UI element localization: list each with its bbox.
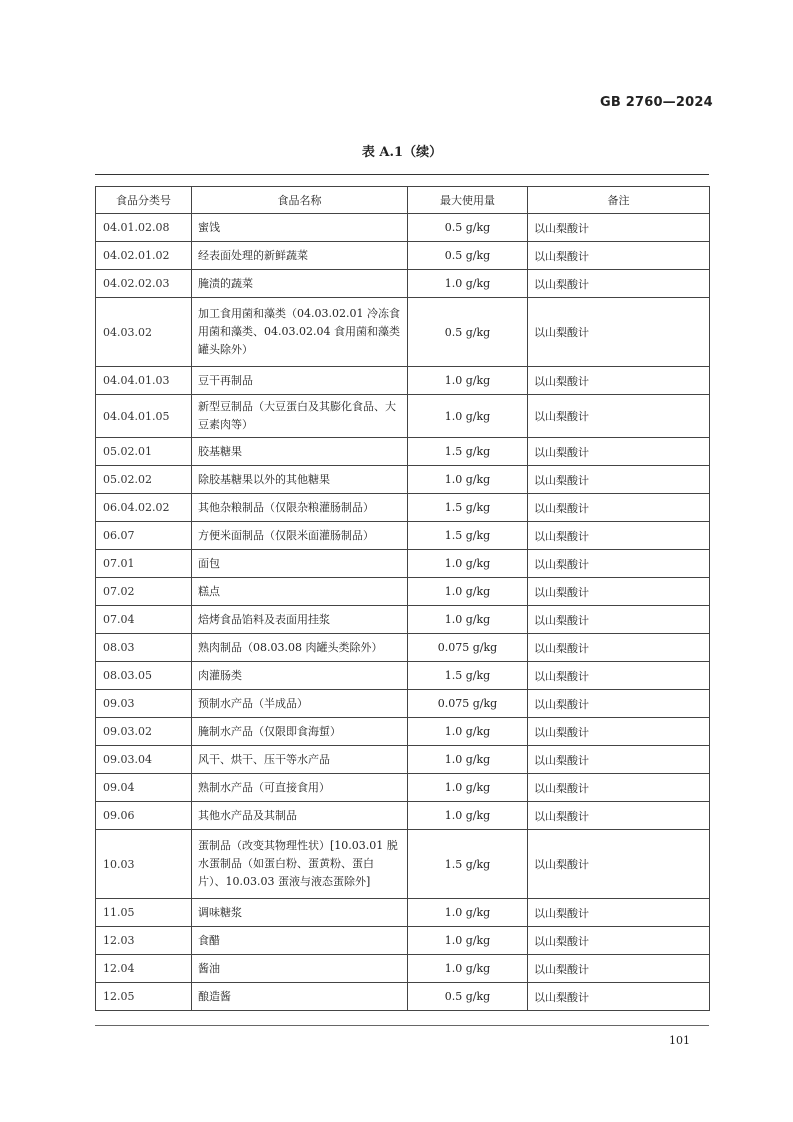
table-row: [96, 550, 710, 578]
food-category-code: 04.01.02.08: [96, 214, 192, 242]
food-name: 食醋: [192, 927, 408, 955]
food-name: 其他杂粮制品（仅限杂粮灌肠制品）: [192, 494, 408, 522]
max-usage: 1.0 g/kg: [408, 578, 528, 606]
remark: 以山梨酸计: [528, 774, 710, 802]
bottom-rule: [95, 1025, 709, 1026]
table-caption: 表 A.1（续）: [361, 145, 443, 160]
table-row: [96, 395, 710, 438]
table-row: [96, 298, 710, 367]
remark: 以山梨酸计: [528, 395, 710, 438]
remark: 以山梨酸计: [528, 522, 710, 550]
remark: 以山梨酸计: [528, 955, 710, 983]
food-name: 豆干再制品: [192, 367, 408, 395]
column-header-name: 食品名称: [192, 187, 408, 214]
max-usage: 1.5 g/kg: [408, 522, 528, 550]
food-name: 蜜饯: [192, 214, 408, 242]
food-category-code: 04.02.01.02: [96, 242, 192, 270]
remark: 以山梨酸计: [528, 214, 710, 242]
remark: 以山梨酸计: [528, 899, 710, 927]
remark: 以山梨酸计: [528, 718, 710, 746]
food-name: 糕点: [192, 578, 408, 606]
max-usage: 0.5 g/kg: [408, 298, 528, 367]
table-row: [96, 927, 710, 955]
max-usage: 1.0 g/kg: [408, 955, 528, 983]
table-row: [96, 802, 710, 830]
column-header-note: 备注: [528, 187, 710, 214]
table-row: [96, 634, 710, 662]
food-category-code: 09.03: [96, 690, 192, 718]
max-usage: 0.5 g/kg: [408, 242, 528, 270]
max-usage: 1.0 g/kg: [408, 927, 528, 955]
max-usage: 1.5 g/kg: [408, 662, 528, 690]
food-category-code: 07.02: [96, 578, 192, 606]
food-category-code: 06.04.02.02: [96, 494, 192, 522]
table-row: [96, 746, 710, 774]
table-row: [96, 270, 710, 298]
table-row: [96, 690, 710, 718]
table-header-row: [96, 187, 710, 214]
food-category-code: 05.02.01: [96, 438, 192, 466]
food-category-code: 09.03.04: [96, 746, 192, 774]
max-usage: 0.5 g/kg: [408, 983, 528, 1011]
remark: 以山梨酸计: [528, 578, 710, 606]
table-row: [96, 494, 710, 522]
table-row: [96, 242, 710, 270]
food-name: 预制水产品（半成品）: [192, 690, 408, 718]
remark: 以山梨酸计: [528, 438, 710, 466]
food-name: 酱油: [192, 955, 408, 983]
remark: 以山梨酸计: [528, 830, 710, 899]
remark: 以山梨酸计: [528, 662, 710, 690]
food-name: 熟肉制品（08.03.08 肉罐头类除外）: [192, 634, 408, 662]
food-category-code: 04.04.01.03: [96, 367, 192, 395]
remark: 以山梨酸计: [528, 983, 710, 1011]
food-category-code: 09.06: [96, 802, 192, 830]
food-category-code: 09.03.02: [96, 718, 192, 746]
table-row: [96, 830, 710, 899]
food-name: 风干、烘干、压干等水产品: [192, 746, 408, 774]
max-usage: 1.0 g/kg: [408, 774, 528, 802]
food-name: 腌渍的蔬菜: [192, 270, 408, 298]
remark: 以山梨酸计: [528, 606, 710, 634]
max-usage: 1.0 g/kg: [408, 606, 528, 634]
food-name: 胶基糖果: [192, 438, 408, 466]
food-name: 面包: [192, 550, 408, 578]
food-category-code: 12.04: [96, 955, 192, 983]
max-usage: 1.0 g/kg: [408, 367, 528, 395]
max-usage: 1.5 g/kg: [408, 830, 528, 899]
food-category-code: 04.03.02: [96, 298, 192, 367]
remark: 以山梨酸计: [528, 550, 710, 578]
food-name: 调味糖浆: [192, 899, 408, 927]
food-category-code: 10.03: [96, 830, 192, 899]
food-name: 其他水产品及其制品: [192, 802, 408, 830]
column-header-amount: 最大使用量: [408, 187, 528, 214]
food-category-code: 12.03: [96, 927, 192, 955]
top-rule: [95, 174, 709, 175]
max-usage: 1.5 g/kg: [408, 494, 528, 522]
column-header-code: 食品分类号: [96, 187, 192, 214]
table-row: [96, 983, 710, 1011]
food-additive-table: [95, 186, 710, 1011]
max-usage: 1.5 g/kg: [408, 438, 528, 466]
remark: 以山梨酸计: [528, 298, 710, 367]
food-category-code: 11.05: [96, 899, 192, 927]
food-name: 焙烤食品馅料及表面用挂浆: [192, 606, 408, 634]
remark: 以山梨酸计: [528, 746, 710, 774]
food-category-code: 12.05: [96, 983, 192, 1011]
table-row: [96, 955, 710, 983]
remark: 以山梨酸计: [528, 270, 710, 298]
food-category-code: 04.04.01.05: [96, 395, 192, 438]
food-name: 腌制水产品（仅限即食海蜇）: [192, 718, 408, 746]
max-usage: 0.075 g/kg: [408, 634, 528, 662]
max-usage: 1.0 g/kg: [408, 466, 528, 494]
max-usage: 1.0 g/kg: [408, 802, 528, 830]
food-name: 酿造酱: [192, 983, 408, 1011]
food-name: 经表面处理的新鲜蔬菜: [192, 242, 408, 270]
table-row: [96, 774, 710, 802]
food-name: 蛋制品（改变其物理性状）[10.03.01 脱水蛋制品（如蛋白粉、蛋黄粉、蛋白片）、10.03.03 蛋液与液态蛋除外]: [192, 830, 408, 899]
table-row: [96, 606, 710, 634]
food-category-code: 05.02.02: [96, 466, 192, 494]
page-number: 101: [669, 1034, 690, 1047]
max-usage: 1.0 g/kg: [408, 746, 528, 774]
table-row: [96, 662, 710, 690]
food-category-code: 07.04: [96, 606, 192, 634]
max-usage: 1.0 g/kg: [408, 270, 528, 298]
remark: 以山梨酸计: [528, 690, 710, 718]
food-category-code: 04.02.02.03: [96, 270, 192, 298]
food-name: 加工食用菌和藻类（04.03.02.01 冷冻食用菌和藻类、04.03.02.04 食用菌和藻类罐头除外）: [192, 298, 408, 367]
max-usage: 0.075 g/kg: [408, 690, 528, 718]
remark: 以山梨酸计: [528, 367, 710, 395]
table-row: [96, 522, 710, 550]
remark: 以山梨酸计: [528, 927, 710, 955]
table-row: [96, 367, 710, 395]
remark: 以山梨酸计: [528, 242, 710, 270]
food-category-code: 07.01: [96, 550, 192, 578]
food-name: 方便米面制品（仅限米面灌肠制品）: [192, 522, 408, 550]
table-row: [96, 466, 710, 494]
remark: 以山梨酸计: [528, 466, 710, 494]
food-name: 新型豆制品（大豆蛋白及其膨化食品、大豆素肉等）: [192, 395, 408, 438]
food-name: 除胶基糖果以外的其他糖果: [192, 466, 408, 494]
table-row: [96, 578, 710, 606]
document-code: GB 2760—2024: [600, 95, 713, 110]
table-row: [96, 438, 710, 466]
table-row: [96, 899, 710, 927]
remark: 以山梨酸计: [528, 634, 710, 662]
max-usage: 1.0 g/kg: [408, 550, 528, 578]
max-usage: 0.5 g/kg: [408, 214, 528, 242]
food-category-code: 09.04: [96, 774, 192, 802]
remark: 以山梨酸计: [528, 802, 710, 830]
table-row: [96, 214, 710, 242]
food-name: 肉灌肠类: [192, 662, 408, 690]
max-usage: 1.0 g/kg: [408, 718, 528, 746]
table-body: [96, 214, 710, 1011]
table-row: [96, 718, 710, 746]
food-category-code: 06.07: [96, 522, 192, 550]
max-usage: 1.0 g/kg: [408, 395, 528, 438]
remark: 以山梨酸计: [528, 494, 710, 522]
food-category-code: 08.03.05: [96, 662, 192, 690]
food-category-code: 08.03: [96, 634, 192, 662]
max-usage: 1.0 g/kg: [408, 899, 528, 927]
food-name: 熟制水产品（可直接食用）: [192, 774, 408, 802]
